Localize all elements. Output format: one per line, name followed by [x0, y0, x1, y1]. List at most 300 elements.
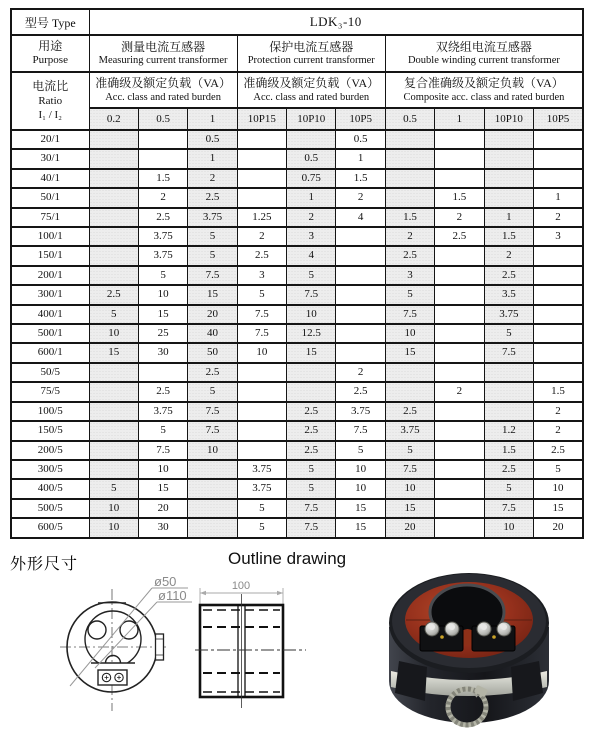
value-cell: 7.5: [336, 421, 385, 440]
side-view-drawing: [185, 575, 310, 730]
value-cell: [89, 382, 138, 401]
ratio-cell: 100/1: [11, 227, 89, 246]
value-cell: 7.5: [385, 460, 434, 479]
value-cell: [336, 305, 385, 324]
value-cell: [237, 149, 286, 168]
value-cell: 2: [534, 208, 583, 227]
burden-measuring-zh: 准确级及额定负载（VA）: [95, 76, 231, 91]
value-cell: [385, 363, 434, 382]
table-row: [11, 382, 583, 401]
value-cell: [188, 518, 237, 537]
value-cell: [484, 188, 533, 207]
table-row: [11, 499, 583, 518]
value-cell: 0.5: [336, 130, 385, 149]
value-cell: 7.5: [484, 499, 533, 518]
value-cell: 3.75: [385, 421, 434, 440]
value-cell: [435, 479, 484, 498]
spec-table: [10, 8, 584, 539]
section-double-winding-en: Double winding current transformer: [407, 55, 560, 67]
value-cell: 1.2: [484, 421, 533, 440]
outline-section-label-zh: 外形尺寸: [10, 556, 79, 573]
value-cell: [287, 363, 336, 382]
ratio-cell: 75/5: [11, 382, 89, 401]
value-cell: 1: [336, 149, 385, 168]
value-cell: 3.75: [138, 402, 187, 421]
value-cell: 15: [89, 343, 138, 362]
value-cell: [435, 343, 484, 362]
value-cell: 3: [385, 266, 434, 285]
ratio-cell: 50/5: [11, 363, 89, 382]
ratio-cell: 500/1: [11, 324, 89, 343]
value-cell: 5: [385, 285, 434, 304]
table-row: [11, 441, 583, 460]
table-row: [11, 285, 583, 304]
value-cell: 3.75: [237, 479, 286, 498]
value-cell: 5: [287, 479, 336, 498]
value-cell: 10: [336, 479, 385, 498]
value-cell: 1.5: [336, 169, 385, 188]
value-cell: 30: [138, 518, 187, 537]
value-cell: 7.5: [287, 518, 336, 537]
value-cell: 2.5: [188, 188, 237, 207]
value-cell: [435, 324, 484, 343]
value-cell: 2: [484, 246, 533, 265]
value-cell: 15: [138, 479, 187, 498]
section-protection-en: Protection current transformer: [247, 55, 375, 67]
value-cell: [534, 149, 583, 168]
value-cell: [385, 169, 434, 188]
ratio-cell: 20/1: [11, 130, 89, 149]
value-cell: 10: [484, 518, 533, 537]
value-cell: 2.5: [287, 441, 336, 460]
value-cell: [484, 130, 533, 149]
front-view-drawing: [40, 575, 195, 730]
subheader-row: [11, 108, 583, 130]
table-row: [11, 227, 583, 246]
value-cell: 5: [237, 499, 286, 518]
value-cell: 10: [287, 305, 336, 324]
value-cell: [237, 421, 286, 440]
value-cell: 5: [287, 266, 336, 285]
value-cell: 1: [484, 208, 533, 227]
value-cell: [435, 285, 484, 304]
table-row: [11, 421, 583, 440]
value-cell: 10: [89, 499, 138, 518]
value-cell: 20: [534, 518, 583, 537]
ratio-cell: 400/1: [11, 305, 89, 324]
table-row: [11, 149, 583, 168]
burden-measuring-en: Acc. class and rated burden: [105, 91, 221, 103]
table-row: [11, 343, 583, 362]
ratio-cell: 50/1: [11, 188, 89, 207]
value-cell: 2.5: [287, 402, 336, 421]
value-cell: 2: [534, 421, 583, 440]
value-cell: 20: [385, 518, 434, 537]
value-cell: 7.5: [484, 343, 533, 362]
value-cell: 2.5: [89, 285, 138, 304]
purpose-row: [11, 35, 583, 72]
purpose-label-en: Purpose: [32, 54, 68, 67]
value-cell: [89, 441, 138, 460]
value-cell: 10: [138, 460, 187, 479]
value-cell: 50: [188, 343, 237, 362]
table-row: [11, 518, 583, 537]
value-cell: 10: [89, 324, 138, 343]
value-cell: 1: [287, 188, 336, 207]
outline-section-label-en: Outline drawing: [228, 549, 347, 568]
value-cell: 1.5: [484, 441, 533, 460]
value-cell: 5: [336, 441, 385, 460]
value-cell: [435, 149, 484, 168]
section-measuring: [89, 35, 237, 72]
value-cell: 2: [435, 208, 484, 227]
table-row: [11, 402, 583, 421]
value-cell: 1.5: [484, 227, 533, 246]
column-header: 10P5: [336, 108, 385, 130]
burden-double-winding-zh: 复合准确级及额定负载（VA）: [404, 76, 564, 91]
value-cell: 5: [484, 479, 533, 498]
type-row: [11, 9, 583, 35]
value-cell: [237, 363, 286, 382]
value-cell: 2.5: [188, 363, 237, 382]
value-cell: [435, 130, 484, 149]
ratio-cell: 300/5: [11, 460, 89, 479]
value-cell: 7.5: [287, 499, 336, 518]
table-row: [11, 246, 583, 265]
value-cell: [484, 149, 533, 168]
value-cell: [534, 324, 583, 343]
ratio-cell: 40/1: [11, 169, 89, 188]
burden-double-winding-en: Composite acc. class and rated burden: [403, 91, 565, 103]
value-cell: 3: [237, 266, 286, 285]
value-cell: [484, 169, 533, 188]
value-cell: [534, 363, 583, 382]
value-cell: 15: [336, 499, 385, 518]
value-cell: [435, 421, 484, 440]
burden-protection-en: Acc. class and rated burden: [253, 91, 370, 103]
value-cell: [435, 363, 484, 382]
value-cell: 5: [188, 382, 237, 401]
value-cell: 1.25: [237, 208, 286, 227]
value-cell: [89, 188, 138, 207]
value-cell: [89, 363, 138, 382]
value-cell: [89, 149, 138, 168]
value-cell: 2.5: [385, 402, 434, 421]
value-cell: [89, 227, 138, 246]
section-double-winding-zh: 双绕组电流互感器: [435, 39, 532, 54]
burden-protection-zh: 准确级及额定负载（VA）: [243, 76, 380, 91]
spec-table-header: [11, 9, 583, 130]
value-cell: [336, 266, 385, 285]
ratio-cell: 150/1: [11, 246, 89, 265]
value-cell: [534, 305, 583, 324]
value-cell: 2.5: [237, 246, 286, 265]
value-cell: [237, 169, 286, 188]
value-cell: [237, 441, 286, 460]
value-cell: [435, 499, 484, 518]
value-cell: [188, 460, 237, 479]
section-protection: [237, 35, 385, 72]
value-cell: 15: [287, 343, 336, 362]
burden-double-winding: [385, 72, 583, 108]
value-cell: 5: [237, 285, 286, 304]
value-cell: 3.75: [188, 208, 237, 227]
table-row: [11, 479, 583, 498]
value-cell: 10: [336, 460, 385, 479]
value-cell: 10: [385, 324, 434, 343]
value-cell: [237, 188, 286, 207]
value-cell: 15: [385, 343, 434, 362]
type-label: 型号 Type: [11, 9, 89, 35]
table-row: [11, 363, 583, 382]
value-cell: 12.5: [287, 324, 336, 343]
dim-outer-diameter: ø110: [158, 588, 187, 603]
value-cell: [237, 402, 286, 421]
value-cell: 5: [287, 460, 336, 479]
value-cell: 7.5: [188, 421, 237, 440]
value-cell: 15: [336, 518, 385, 537]
table-row: [11, 460, 583, 479]
table-body: [11, 130, 583, 538]
value-cell: 2: [287, 208, 336, 227]
table-row: [11, 208, 583, 227]
value-cell: 2.5: [138, 382, 187, 401]
value-cell: 1.5: [534, 382, 583, 401]
ratio-cell: 400/5: [11, 479, 89, 498]
value-cell: 2: [336, 188, 385, 207]
value-cell: [435, 266, 484, 285]
column-header: 10P10: [484, 108, 533, 130]
value-cell: 2.5: [534, 441, 583, 460]
value-cell: 7.5: [188, 266, 237, 285]
value-cell: 15: [138, 305, 187, 324]
value-cell: [534, 246, 583, 265]
value-cell: 2: [385, 227, 434, 246]
value-cell: [534, 266, 583, 285]
value-cell: 3.75: [138, 227, 187, 246]
value-cell: 3.75: [237, 460, 286, 479]
value-cell: [435, 460, 484, 479]
value-cell: 1.5: [385, 208, 434, 227]
value-cell: 10: [138, 285, 187, 304]
value-cell: 5: [188, 227, 237, 246]
value-cell: [89, 246, 138, 265]
value-cell: [237, 382, 286, 401]
product-photo: [375, 565, 570, 730]
value-cell: 10: [188, 441, 237, 460]
table-row: [11, 130, 583, 149]
value-cell: 2: [534, 402, 583, 421]
value-cell: 2.5: [138, 208, 187, 227]
value-cell: 3.75: [138, 246, 187, 265]
value-cell: 4: [336, 208, 385, 227]
value-cell: [484, 363, 533, 382]
ratio-cell: 150/5: [11, 421, 89, 440]
ratio-label-zh: 电流比: [32, 79, 69, 94]
value-cell: 7.5: [237, 324, 286, 343]
value-cell: [435, 305, 484, 324]
value-cell: [484, 402, 533, 421]
ratio-cell: 200/1: [11, 266, 89, 285]
column-header: 10P10: [287, 108, 336, 130]
ratio-cell: 30/1: [11, 149, 89, 168]
value-cell: 0.75: [287, 169, 336, 188]
type-value: LDK₃-10: [89, 9, 583, 35]
value-cell: [138, 130, 187, 149]
value-cell: 30: [138, 343, 187, 362]
value-cell: [385, 130, 434, 149]
value-cell: [336, 324, 385, 343]
value-cell: [435, 246, 484, 265]
value-cell: 4: [287, 246, 336, 265]
value-cell: 1.5: [138, 169, 187, 188]
value-cell: 5: [385, 441, 434, 460]
value-cell: [534, 343, 583, 362]
value-cell: 20: [188, 305, 237, 324]
value-cell: [435, 169, 484, 188]
value-cell: [435, 518, 484, 537]
value-cell: 2.5: [484, 460, 533, 479]
column-header: 10P15: [237, 108, 286, 130]
value-cell: 0.5: [287, 149, 336, 168]
value-cell: 5: [534, 460, 583, 479]
value-cell: 5: [484, 324, 533, 343]
section-double-winding: [385, 35, 583, 72]
purpose-label-zh: 用途: [38, 38, 63, 53]
value-cell: [89, 402, 138, 421]
table-row: [11, 305, 583, 324]
value-cell: [89, 130, 138, 149]
value-cell: [89, 169, 138, 188]
value-cell: 2.5: [484, 266, 533, 285]
table-row: [11, 188, 583, 207]
value-cell: 25: [138, 324, 187, 343]
column-header: 0.2: [89, 108, 138, 130]
value-cell: [385, 382, 434, 401]
ratio-label-en: Ratio: [38, 95, 63, 108]
value-cell: 2.5: [287, 421, 336, 440]
dim-inner-diameter: ø50: [154, 575, 177, 589]
value-cell: 3.75: [336, 402, 385, 421]
value-cell: [435, 402, 484, 421]
value-cell: 3: [287, 227, 336, 246]
value-cell: 1.5: [435, 188, 484, 207]
value-cell: 15: [385, 499, 434, 518]
value-cell: 2: [237, 227, 286, 246]
value-cell: 2.5: [435, 227, 484, 246]
value-cell: [484, 382, 533, 401]
burden-protection: [237, 72, 385, 108]
value-cell: 3: [534, 227, 583, 246]
ratio-cell: 300/1: [11, 285, 89, 304]
column-header: 1: [435, 108, 484, 130]
value-cell: [188, 479, 237, 498]
value-cell: [534, 169, 583, 188]
table-row: [11, 324, 583, 343]
value-cell: 5: [89, 305, 138, 324]
ratio-cell: 600/5: [11, 518, 89, 537]
purpose-label: [11, 35, 89, 72]
value-cell: 20: [138, 499, 187, 518]
value-cell: [138, 149, 187, 168]
ratio-cell: 600/1: [11, 343, 89, 362]
burden-measuring: [89, 72, 237, 108]
value-cell: 1: [188, 149, 237, 168]
value-cell: 5: [138, 421, 187, 440]
value-cell: [138, 363, 187, 382]
column-header: 1: [188, 108, 237, 130]
column-header: 10P5: [534, 108, 583, 130]
value-cell: [435, 441, 484, 460]
value-cell: 1: [534, 188, 583, 207]
value-cell: 2: [188, 169, 237, 188]
value-cell: [336, 285, 385, 304]
value-cell: [534, 285, 583, 304]
table-row: [11, 266, 583, 285]
value-cell: 5: [89, 479, 138, 498]
value-cell: 5: [138, 266, 187, 285]
value-cell: 7.5: [237, 305, 286, 324]
value-cell: 3.5: [484, 285, 533, 304]
value-cell: 3.75: [484, 305, 533, 324]
ratio-label-symbols: I₁ / I₂: [38, 108, 63, 121]
value-cell: [89, 421, 138, 440]
value-cell: 15: [188, 285, 237, 304]
ratio-cell: 100/5: [11, 402, 89, 421]
value-cell: [287, 382, 336, 401]
burden-row: [11, 72, 583, 108]
value-cell: 10: [237, 343, 286, 362]
value-cell: 7.5: [287, 285, 336, 304]
value-cell: 7.5: [188, 402, 237, 421]
value-cell: [534, 130, 583, 149]
value-cell: [336, 343, 385, 362]
value-cell: 10: [534, 479, 583, 498]
value-cell: [237, 130, 286, 149]
value-cell: [336, 227, 385, 246]
value-cell: 7.5: [385, 305, 434, 324]
value-cell: 10: [89, 518, 138, 537]
value-cell: [89, 460, 138, 479]
value-cell: [336, 246, 385, 265]
value-cell: 2: [435, 382, 484, 401]
value-cell: 2: [138, 188, 187, 207]
value-cell: 5: [188, 246, 237, 265]
value-cell: 2.5: [385, 246, 434, 265]
value-cell: 2: [336, 363, 385, 382]
value-cell: 10: [385, 479, 434, 498]
ratio-cell: 200/5: [11, 441, 89, 460]
ratio-cell: 500/5: [11, 499, 89, 518]
value-cell: [89, 266, 138, 285]
value-cell: 5: [237, 518, 286, 537]
column-header: 0.5: [138, 108, 187, 130]
section-measuring-zh: 测量电流互感器: [121, 39, 206, 54]
value-cell: [385, 149, 434, 168]
value-cell: 2.5: [336, 382, 385, 401]
value-cell: 7.5: [138, 441, 187, 460]
dim-width: 100: [231, 580, 251, 592]
value-cell: [188, 499, 237, 518]
column-header: 0.5: [385, 108, 434, 130]
value-cell: [287, 130, 336, 149]
table-row: [11, 169, 583, 188]
value-cell: [89, 208, 138, 227]
section-measuring-en: Measuring current transformer: [98, 55, 228, 67]
value-cell: 0.5: [188, 130, 237, 149]
value-cell: 15: [534, 499, 583, 518]
value-cell: [385, 188, 434, 207]
